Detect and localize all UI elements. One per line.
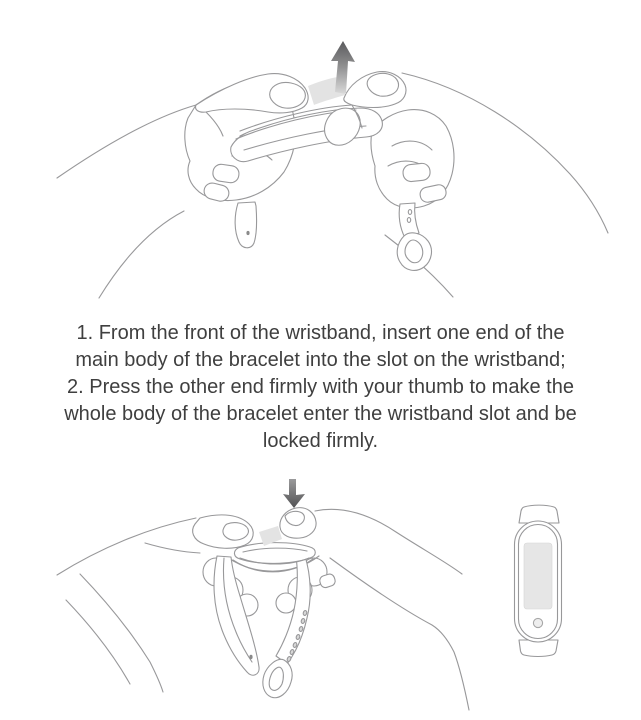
band-strap-top [519, 505, 559, 523]
finger-nail [223, 523, 249, 541]
instruction-line: main body of the bracelet into the slot on the wristband; [75, 349, 566, 371]
wristband-strap-right [397, 203, 431, 270]
instruction-text [0, 320, 641, 455]
right-hand-fist [371, 110, 454, 208]
instruction-line: locked firmly. [262, 430, 379, 452]
assembled-band-front-view [515, 505, 562, 656]
band-screen [524, 543, 552, 609]
press-bracelet-illustration [0, 455, 641, 720]
thumb-nail [367, 73, 398, 96]
wristband-strap-right [263, 556, 310, 698]
strap-hole [249, 655, 252, 659]
insert-bracelet-illustration [0, 0, 641, 312]
right-thumb [280, 508, 316, 539]
wristband-strap-left [214, 556, 259, 675]
strap-hole [246, 231, 249, 235]
left-arm-lines [57, 518, 200, 692]
left-index-finger [193, 515, 254, 548]
left-thumb [196, 74, 309, 113]
right-arm-lines [315, 509, 469, 710]
down-arrow-icon [283, 479, 305, 508]
thumb-nail [270, 82, 306, 108]
finger-nail [402, 163, 431, 183]
instruction-line: whole body of the bracelet enter the wristband slot and be [64, 403, 577, 425]
instruction-line: 1. From the front of the wristband, insert one end of the [76, 322, 565, 344]
left-forearm-lines [57, 105, 196, 298]
strap-buckle [263, 659, 292, 697]
band-home-button [533, 618, 542, 627]
instruction-line: 2. Press the other end firmly with your thumb to make the [67, 376, 574, 398]
strap-buckle [397, 233, 431, 271]
wristband-strap-left [235, 202, 256, 248]
